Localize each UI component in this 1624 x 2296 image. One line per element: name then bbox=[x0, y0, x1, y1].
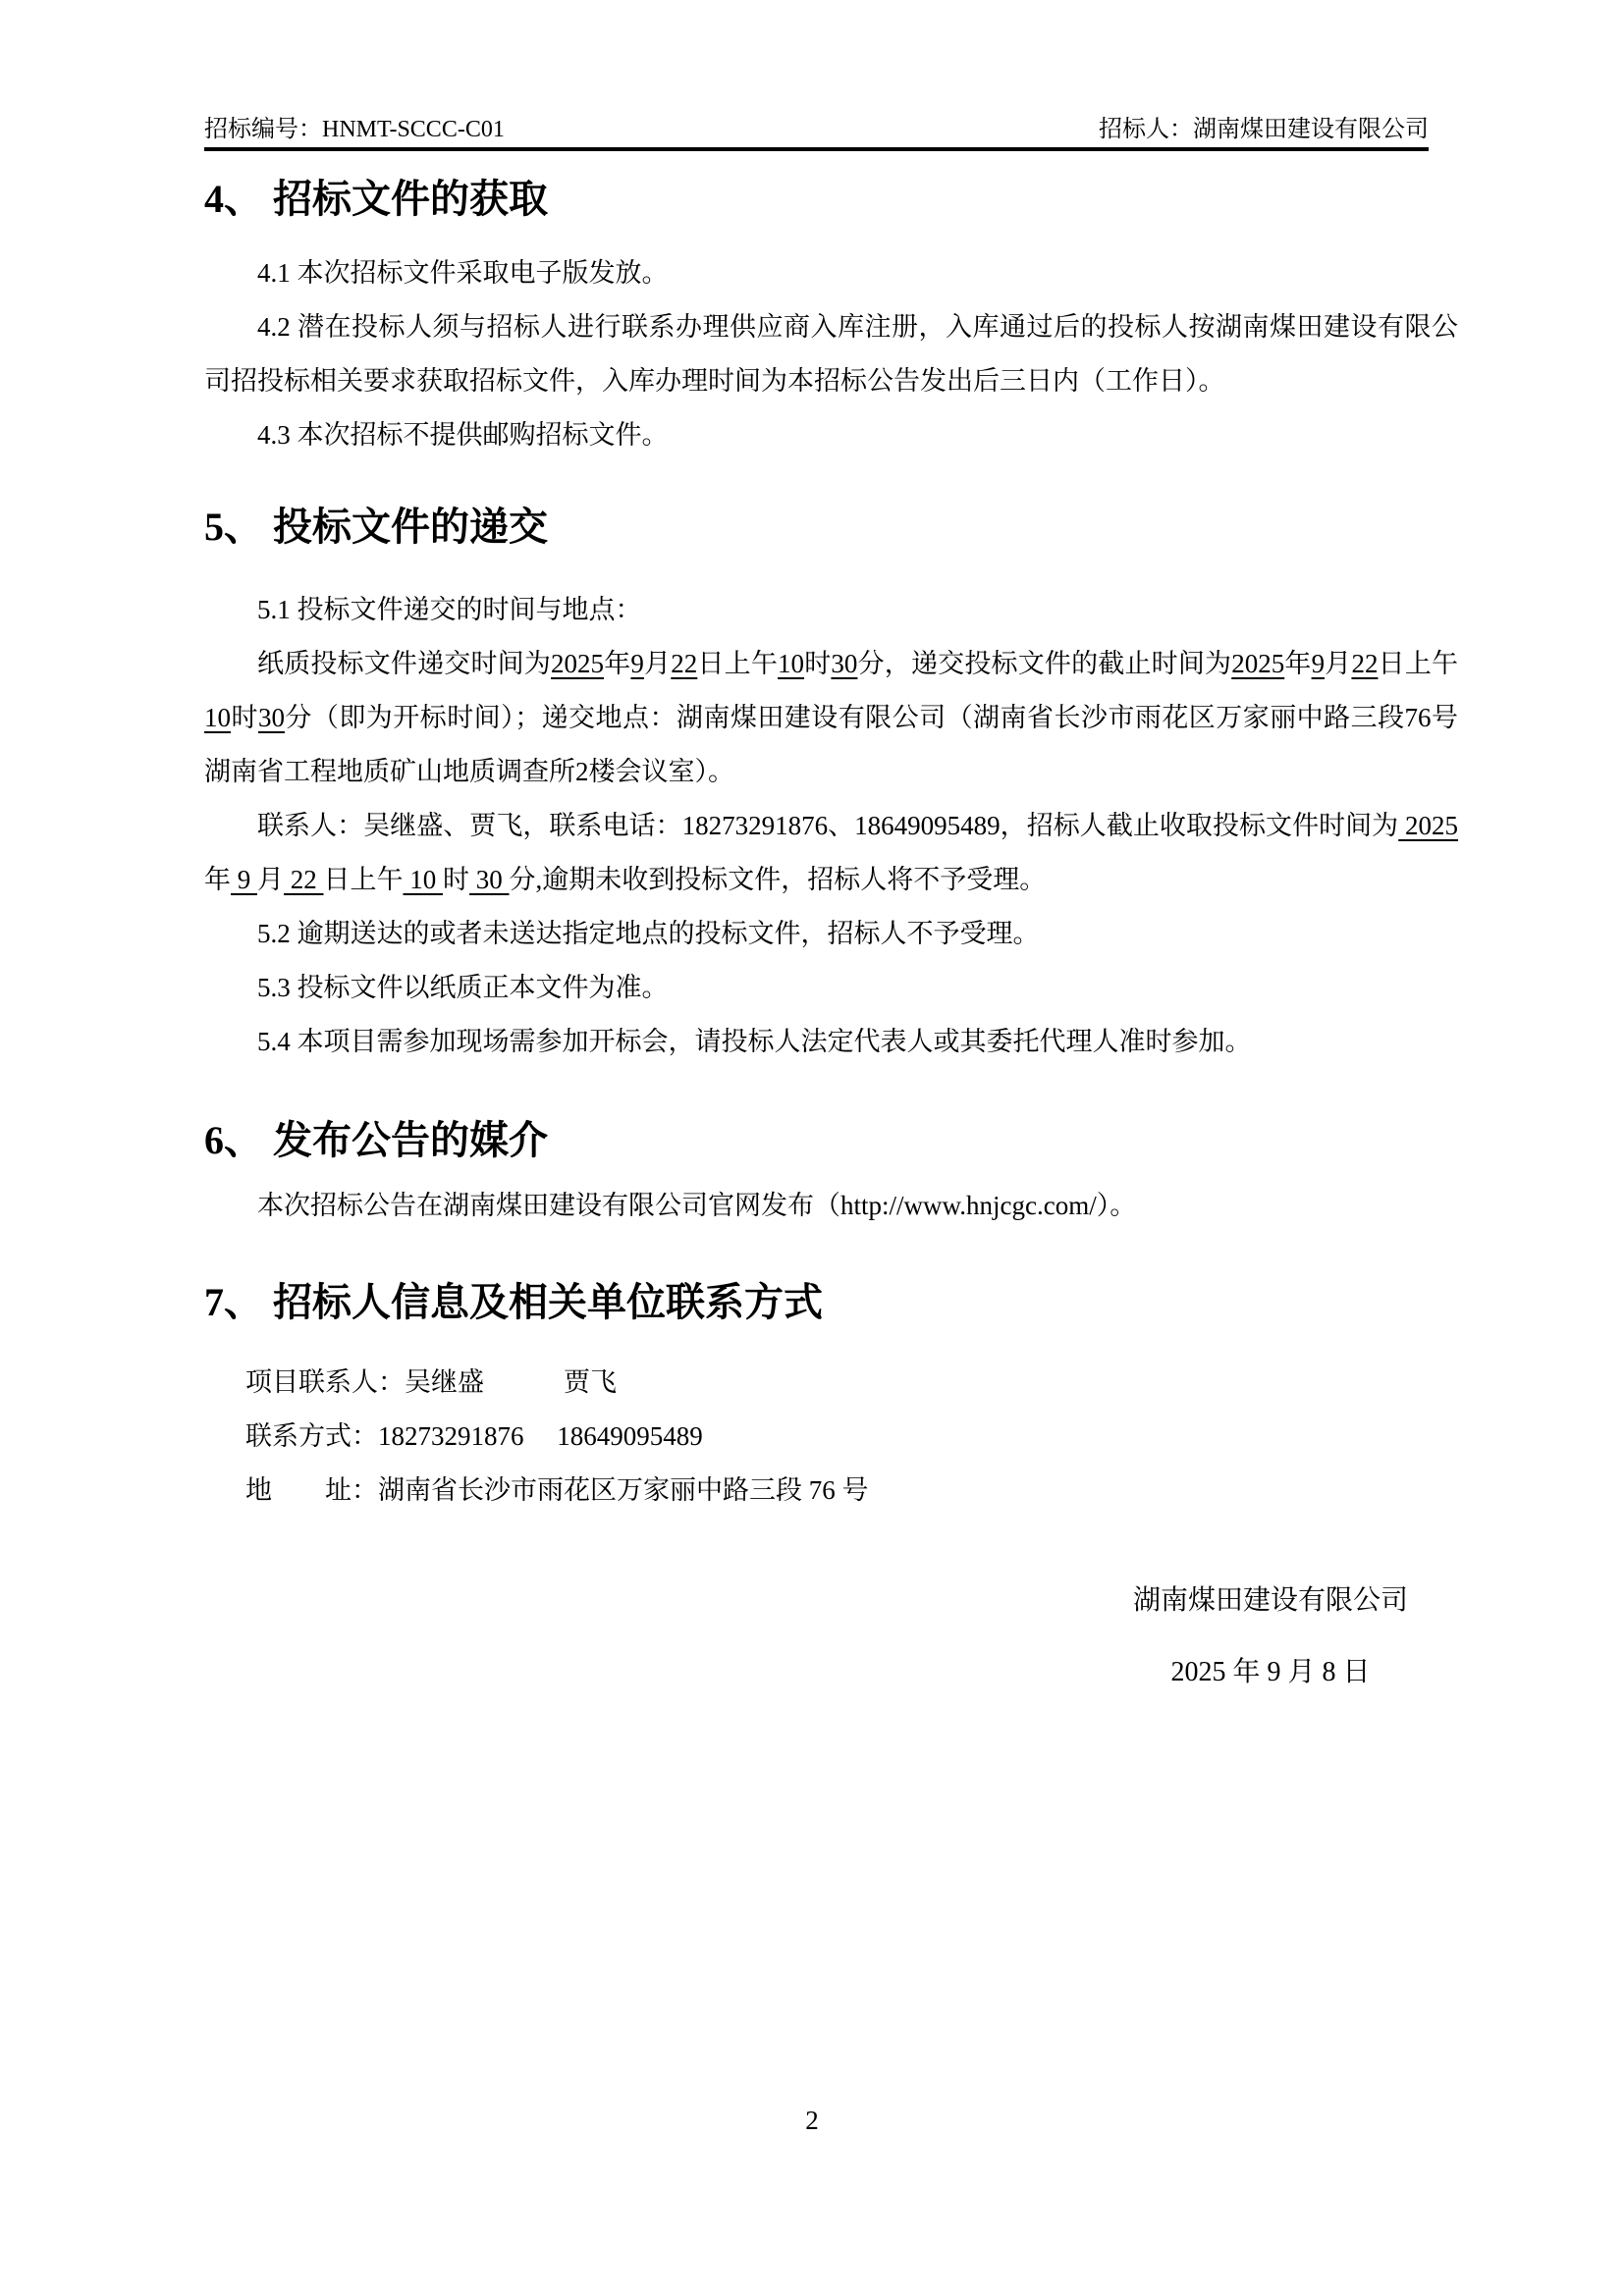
paragraph-6-media: 本次招标公告在湖南煤田建设有限公司官网发布（http://www.hnjcgc.com/）。 bbox=[257, 1191, 1137, 1220]
section-4-title: 4、 招标文件的获取 bbox=[204, 177, 548, 221]
paragraph-7-contact-names: 项目联系人：吴继盛 贾飞 bbox=[245, 1367, 617, 1397]
paragraph-5-submission-time: 纸质投标文件递交时间为2025年9月22日上午10时30分，递交投标文件的截止时间为2025年9月22日上午10时30分（即为开标时间）；递交地点：湖南煤田建设有限公司（湖南省长沙市雨花区万家丽中路三段76号湖南省工程地质矿山地质调查所2楼会议室）。 bbox=[204, 649, 1459, 786]
section-7-title: 7、 招标人信息及相关单位联系方式 bbox=[204, 1280, 823, 1324]
page-number: 2 bbox=[805, 2106, 819, 2135]
paragraph-4-3: 4.3 本次招标不提供邮购招标文件。 bbox=[257, 420, 669, 450]
paragraph-5-2: 5.2 逾期送达的或者未送达指定地点的投标文件，招标人不予受理。 bbox=[257, 919, 1040, 948]
paragraph-5-3: 5.3 投标文件以纸质正本文件为准。 bbox=[257, 973, 669, 1002]
signature-company: 湖南煤田建设有限公司 bbox=[1132, 1585, 1408, 1616]
section-5-title: 5、 投标文件的递交 bbox=[204, 505, 548, 549]
header-tenderer: 招标人：湖南煤田建设有限公司 bbox=[1099, 117, 1429, 142]
signature-date: 2025 年 9 月 8 日 bbox=[1170, 1657, 1371, 1687]
header-bid-number: 招标编号：HNMT-SCCC-C01 bbox=[204, 117, 505, 142]
section-6-title: 6、 发布公告的媒介 bbox=[204, 1118, 548, 1162]
paragraph-5-contacts: 联系人：吴继盛、贾飞，联系电话：18273291876、18649095489，招标人截止收取投标文件时间为 2025 年 9 月 22 日上午 10 时 30 分,逾期未收到投标文件，招标人将不予受理。 bbox=[204, 811, 1459, 894]
paragraph-7-contact-phones: 联系方式：18273291876 18649095489 bbox=[245, 1421, 703, 1451]
paragraph-4-2: 4.2 潜在投标人须与招标人进行联系办理供应商入库注册，入库通过后的投标人按湖南煤田建设有限公司招投标相关要求获取招标文件，入库办理时间为本招标公告发出后三日内（工作日）。 bbox=[204, 312, 1458, 396]
paragraph-5-4: 5.4 本项目需参加现场需参加开标会，请投标人法定代表人或其委托代理人准时参加。 bbox=[257, 1027, 1252, 1056]
document-header bbox=[204, 116, 1429, 151]
signature-block bbox=[204, 1574, 1458, 1699]
paragraph-4-1: 4.1 本次招标文件采取电子版发放。 bbox=[257, 258, 669, 288]
paragraph-7-address: 地 址：湖南省长沙市雨花区万家丽中路三段 76 号 bbox=[245, 1475, 869, 1505]
paragraph-5-1: 5.1 投标文件递交的时间与地点： bbox=[257, 595, 642, 624]
